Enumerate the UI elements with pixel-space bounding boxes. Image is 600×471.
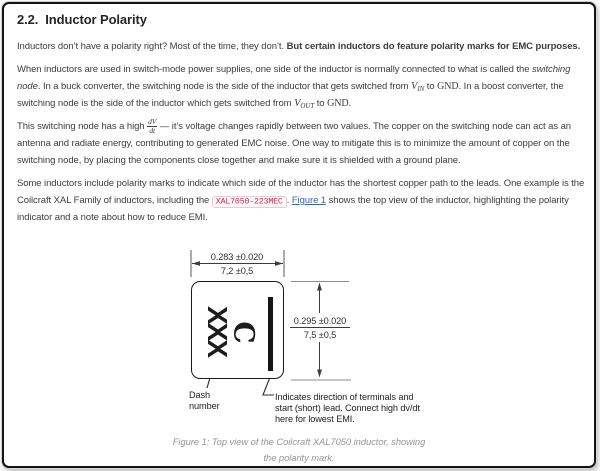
body-text: switching node is the side of the inductor which gets switched from (17, 98, 295, 109)
body-text: shows the top view of the inductor, highlighting the polarity (326, 195, 569, 206)
body-text: . In a boost converter, the (458, 81, 564, 92)
body-text: to (424, 81, 438, 92)
dash-number-label: Dash number (189, 390, 220, 411)
bold-text: But certain inductors do feature polarity marks for EMC purposes. (286, 41, 581, 52)
section-heading (17, 12, 581, 28)
paragraph-intro (17, 38, 581, 55)
width-dimension-mm: 7,2 ±0,5 (220, 266, 254, 276)
figure-caption: Figure 1: Top view of the Coilcraft XAL7050 inductor, showing the polarity mark. (172, 436, 426, 463)
body-text: . (286, 195, 292, 206)
text-line (17, 38, 581, 55)
paragraph-switching-node (17, 61, 581, 112)
text-line (17, 61, 581, 78)
body-text: indicator and a note about how to reduce EMI. (17, 212, 208, 223)
body-text: . In a buck converter, the switching node is the side of the inductor that gets switched from (37, 81, 412, 92)
text-line (17, 209, 581, 226)
text-line (17, 78, 581, 95)
math-gnd: GND (437, 81, 459, 92)
section-title: Inductor Polarity (45, 12, 147, 27)
text-line (17, 118, 581, 135)
paragraph-dvdt (17, 118, 581, 169)
body-text: This switching node has a high (17, 121, 148, 132)
body-text: Inductors don’t have a polarity right? Most of the time, they don’t. (17, 41, 287, 52)
body-text: When inductors are used in switch-mode power supplies, one side of the inductor is normally connected to what is called the (17, 64, 532, 75)
body-text: antenna and radiate energy, contributing to generated EMC noise. One way to mitigate this is to minimize the amount of copper on the (17, 138, 570, 149)
math-vout: VOUT (294, 98, 315, 110)
math-vin: VIN (411, 81, 425, 93)
text-line (17, 152, 581, 169)
polarity-note-label: Indicates direction of terminals and start (short) lead. Connect high dv/dt here for lowest EMI. (275, 392, 420, 424)
figure-1-link[interactable]: Figure 1 (291, 195, 327, 206)
polarity-bar-mark (268, 297, 273, 371)
text-line (17, 175, 585, 192)
inductor-top-view-figure: 0.283 ±0.020 7,2 ±0,5 XXX C 0.295 ±0.020 7,5 ±0,5 Dash number Indicates direction of terminals and start (short) lead. Connect high dv/dt here for lowest EMI. (17, 244, 591, 429)
body-text: switching node, by placing the components close together and make sure it is shielded with a ground plane. (17, 155, 461, 166)
body-text: — it’s voltage changes rapidly between two values. The copper on the switching node can act as an (157, 121, 572, 132)
height-dimension-mm: 7,5 ±0,5 (303, 330, 337, 340)
italic-text: switching (531, 64, 571, 75)
italic-text: node (17, 81, 38, 92)
math-dvdt-fraction: $\frac{dV}{dt}$ (148, 117, 157, 135)
text-line (17, 192, 581, 209)
text-line (17, 95, 581, 112)
part-number-code: XAL7050-223MEC (212, 196, 287, 209)
body-text: Coilcraft XAL Family of inductors, including the (17, 195, 212, 206)
paragraph-polarity-marks (17, 175, 585, 226)
height-dimension-inches: 0.295 ±0.020 (290, 315, 350, 328)
body-text: to (314, 98, 328, 109)
document-page (2, 2, 596, 468)
body-text: . (348, 98, 352, 109)
text-line (17, 135, 581, 152)
section-number: 2.2. (17, 12, 39, 27)
math-gnd: GND (327, 98, 349, 109)
article-content (4, 4, 594, 466)
body-text: Some inductors include polarity marks to indicate which side of the inductor has the shortest copper path to the leads. One example is the (17, 178, 585, 189)
width-dimension-inches: 0.283 ±0.020 (210, 252, 264, 262)
